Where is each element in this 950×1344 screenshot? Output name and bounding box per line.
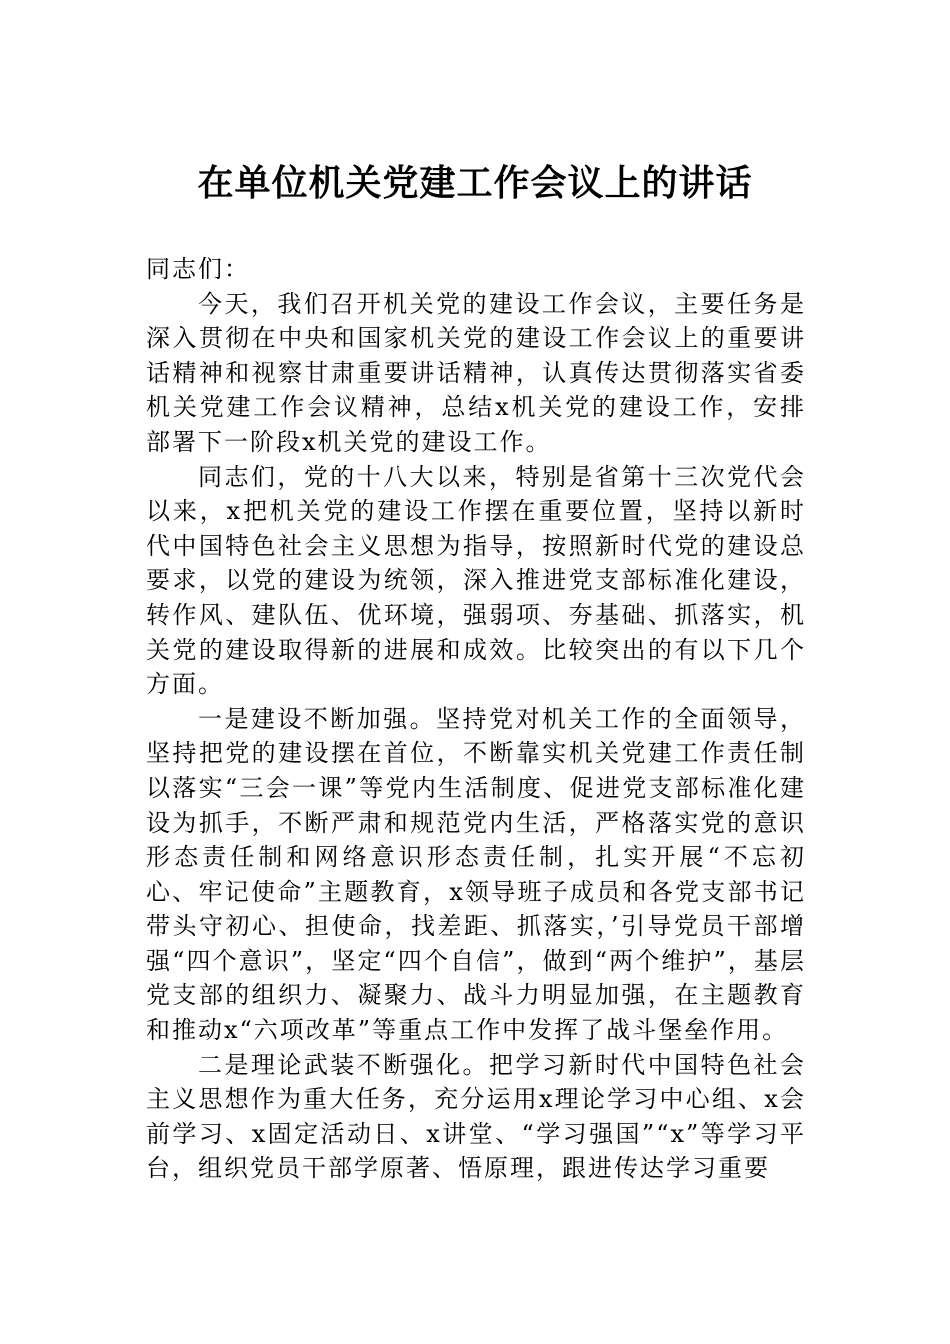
document-title: 在单位机关党建工作会议上的讲话 (197, 162, 753, 204)
paragraph-4: 二是理论武装不断强化。把学习新时代中国特色社会主义思想作为重大任务，充分运用x理论学习中心组、x会前学习、x固定活动日、x讲堂、“学习强国”“x”等学习平台，组织党员干部学原著、悟原理，跟进传达学习重要 (146, 1050, 806, 1183)
document-body (146, 252, 806, 1186)
paragraph-3: 一是建设不断加强。坚持党对机关工作的全面领导，坚持把党的建设摆在首位，不断靠实机关党建工作责任制以落实“三会一课”等党内生活制度、促进党支部标准化建设为抓手，不断严肃和规范党内生活，严格落实党的意识形态责任制和网络意识形态责任制，扎实开展“不忘初心、牢记使命”主题教育，x领导班子成员和各党支部书记带头守初心、担使命，找差距、抓落实，’引导党员干部增强“四个意识”，坚定“四个自信”，做到“两个维护”，基层党支部的组织力、凝聚力、战斗力明显加强，在主题教育和推动x“六项改革”等重点工作中发挥了战斗堡垒作用。 (146, 704, 806, 1045)
paragraph-2: 同志们，党的十八大以来，特别是省第十三次党代会以来，x把机关党的建设工作摆在重要位置，坚持以新时代中国特色社会主义思想为指导，按照新时代党的建设总要求，以党的建设为统领，深入推进党支部标准化建设，转作风、建队伍、优环境，强弱项、夯基础、抓落实，机关党的建设取得新的进展和成效。比较突出的有以下几个方面。 (146, 462, 806, 699)
paragraph-1: 今天，我们召开机关党的建设工作会议，主要任务是深入贯彻在中央和国家机关党的建设工作会议上的重要讲话精神和视察甘肃重要讲话精神，认真传达贯彻落实省委机关党建工作会议精神，总结x机关党的建设工作，安排部署下一阶段x机关党的建设工作。 (146, 289, 806, 456)
salutation: 同志们： (146, 255, 250, 283)
